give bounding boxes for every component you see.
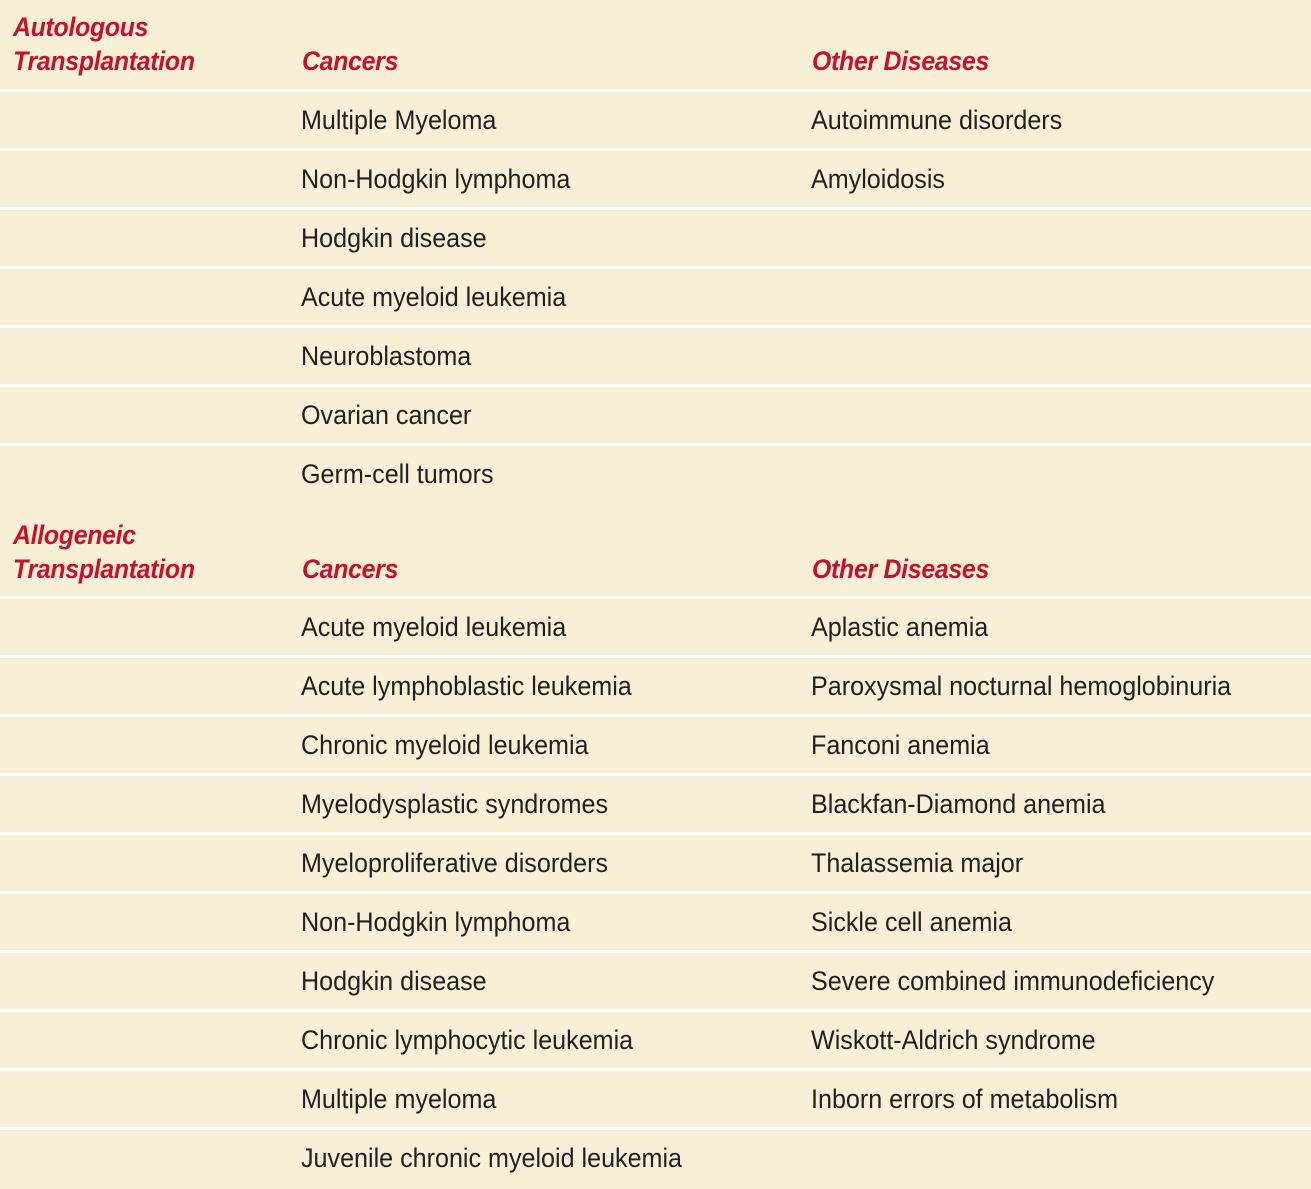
cancer-cell: Germ-cell tumors [301,459,494,489]
cancer-cell: Hodgkin disease [301,223,487,253]
other-diseases-column-header: Other Diseases [812,46,990,76]
other-disease-cell: Paroxysmal nocturnal hemoglobinuria [811,671,1232,701]
table-row [0,1071,1311,1130]
table-row [0,599,1311,658]
cancer-cell: Acute myeloid leukemia [301,612,567,642]
table-row [0,776,1311,835]
table-row [0,894,1311,953]
cancer-cell: Juvenile chronic myeloid leukemia [301,1143,683,1173]
other-disease-cell: Blackfan-Diamond anemia [811,789,1106,819]
other-disease-cell: Autoimmune disorders [811,105,1063,135]
section-title-line2: Transplantation [13,554,195,584]
table-row [0,328,1311,387]
section-title-line2: Transplantation [13,46,195,76]
autologous-section [0,0,1311,505]
other-disease-cell: Inborn errors of metabolism [811,1084,1119,1114]
section-header-row [0,508,1311,599]
table-row [0,92,1311,151]
cancer-cell: Myeloproliferative disorders [301,848,609,878]
cancer-cell: Acute myeloid leukemia [301,282,567,312]
section-header-row [0,0,1311,92]
cancers-column-header: Cancers [302,554,399,584]
cancer-cell: Multiple myeloma [301,1084,497,1114]
cancer-cell: Non-Hodgkin lymphoma [301,164,571,194]
allogeneic-section [0,508,1311,1189]
cancer-cell: Multiple Myeloma [301,105,497,135]
table-row [0,717,1311,776]
table-row [0,210,1311,269]
cancer-cell: Myelodysplastic syndromes [301,789,609,819]
cancers-column-header: Cancers [302,46,399,76]
table-row [0,953,1311,1012]
other-disease-cell: Severe combined immunodeficiency [811,966,1215,996]
section-title-line1: Autologous [13,12,149,42]
cancer-cell: Neuroblastoma [301,341,472,371]
cancer-cell: Chronic lymphocytic leukemia [301,1025,634,1055]
other-diseases-column-header: Other Diseases [812,554,990,584]
allogeneic-rows [0,599,1311,1189]
other-disease-cell: Fanconi anemia [811,730,990,760]
autologous-rows [0,92,1311,505]
other-disease-cell: Amyloidosis [811,164,945,194]
table-row [0,658,1311,717]
cancer-cell: Non-Hodgkin lymphoma [301,907,571,937]
table-row [0,1130,1311,1189]
table-row [0,835,1311,894]
other-disease-cell: Wiskott-Aldrich syndrome [811,1025,1096,1055]
table-row [0,446,1311,505]
table-row [0,151,1311,210]
cancer-cell: Acute lymphoblastic leukemia [301,671,632,701]
other-disease-cell: Sickle cell anemia [811,907,1012,937]
cancer-cell: Hodgkin disease [301,966,487,996]
section-title [13,10,261,78]
section-title [13,518,261,586]
section-title-line1: Allogeneic [13,520,136,550]
table-row [0,1012,1311,1071]
other-disease-cell: Thalassemia major [811,848,1024,878]
table-row [0,387,1311,446]
cancer-cell: Ovarian cancer [301,400,472,430]
cancer-cell: Chronic myeloid leukemia [301,730,589,760]
table-row [0,269,1311,328]
other-disease-cell: Aplastic anemia [811,612,989,642]
